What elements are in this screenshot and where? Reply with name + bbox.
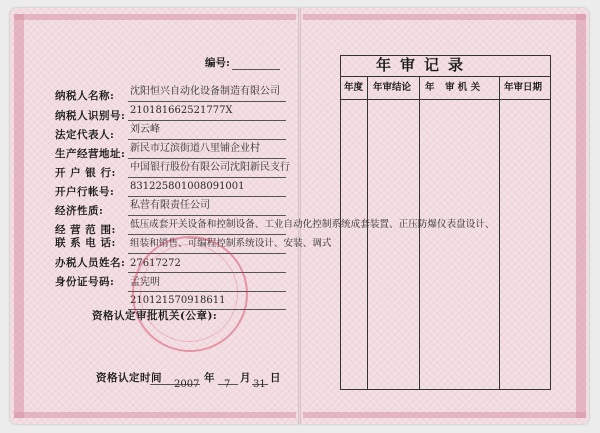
- field-value-business-scope: 低压成套开关设备和控制设备、工业自动化控制系统成套装置、正压防爆仪表盘设计、: [130, 219, 495, 230]
- table-title-divider: [340, 76, 551, 77]
- field-underline: [128, 196, 286, 197]
- table-border-bottom: [340, 389, 551, 390]
- field-label-taxpayer-name: 纳税人名称:: [55, 90, 115, 102]
- approval-authority-label: 资格认定审批机关(公章):: [92, 310, 218, 322]
- field-label-business-address: 生产经营地址:: [55, 148, 126, 160]
- field-label-id-number: 身份证号码:: [55, 276, 115, 288]
- annual-review-title: 年审记录: [376, 56, 473, 74]
- top-left-security-border: [14, 14, 296, 20]
- table-border-left: [340, 55, 341, 390]
- table-col-divider: [419, 76, 420, 390]
- field-underline: [128, 101, 286, 102]
- field-label-business-scope: 经 营 范 围:: [55, 224, 116, 236]
- date-year-unit: 年: [204, 372, 215, 384]
- bottom-left-security-border: [14, 412, 296, 418]
- bottom-right-security-border: [303, 412, 586, 418]
- field-label-bank-account: 开户行帐号:: [55, 186, 115, 198]
- field-value-taxpayer-name: 沈阳恒兴自动化设备制造有限公司: [130, 86, 280, 97]
- column-header-year: 年度: [344, 82, 364, 93]
- field-value-business-scope-cont: 组装和销售、可编程控制系统设计、安装、调式: [130, 238, 332, 249]
- field-underline: [128, 234, 286, 235]
- field-value-bank: 中国银行股份有限公司沈阳新民支行: [130, 162, 290, 173]
- top-right-security-border: [303, 14, 586, 20]
- date-month-unit: 月: [240, 372, 251, 384]
- date-day-value: 31: [253, 379, 266, 390]
- column-header-review-date: 年审日期: [504, 82, 543, 93]
- field-label-bank: 开 户 银 行:: [55, 167, 116, 179]
- field-value-economic-nature: 私营有限责任公司: [130, 200, 210, 211]
- field-underline: [128, 158, 286, 159]
- table-col-divider: [367, 76, 368, 390]
- field-underline: [128, 139, 286, 140]
- cert-number-underline: [232, 69, 280, 70]
- field-label-tax-officer-name: 办税人员姓名:: [55, 257, 126, 269]
- date-year-value: 2007: [174, 379, 200, 390]
- table-col-divider: [499, 76, 500, 390]
- table-border-right: [550, 55, 551, 390]
- official-seal-inner-ring: [140, 244, 238, 342]
- field-underline: [128, 177, 286, 178]
- field-value-business-address: 新民市辽滨街道八里铺企业村: [130, 143, 260, 154]
- field-value-legal-representative: 刘云峰: [130, 124, 160, 135]
- field-underline: [128, 120, 286, 121]
- page-spine: [298, 8, 301, 424]
- field-label-economic-nature: 经济性质:: [55, 205, 104, 217]
- field-label-taxpayer-id: 纳税人识别号:: [55, 110, 126, 122]
- field-value-taxpayer-id: 210181662521777X: [130, 105, 233, 116]
- cert-date-label: 资格认定时间: [96, 372, 162, 384]
- cert-number-label: 编号:: [205, 57, 230, 69]
- field-label-phone: 联 系 电 话:: [55, 237, 116, 249]
- column-header-authority: 审 机 关: [445, 82, 481, 93]
- table-header-divider: [340, 99, 551, 100]
- field-label-legal-representative: 法定代表人:: [55, 129, 115, 141]
- field-value-tax-officer-name: 孟宪明: [130, 277, 160, 288]
- date-day-unit: 日: [270, 372, 281, 384]
- left-page: [10, 8, 299, 424]
- column-header-authority-prefix: 年: [425, 82, 435, 93]
- field-underline: [128, 215, 286, 216]
- left-security-border: [14, 14, 24, 418]
- right-security-border: [576, 14, 586, 418]
- field-value-phone: 27617272: [130, 258, 181, 269]
- date-month-value: 7: [224, 379, 231, 390]
- field-value-id-number: 210121570918611: [130, 295, 226, 306]
- field-value-bank-account: 831225801008091001: [130, 181, 245, 192]
- column-header-conclusion: 年审结论: [373, 82, 412, 93]
